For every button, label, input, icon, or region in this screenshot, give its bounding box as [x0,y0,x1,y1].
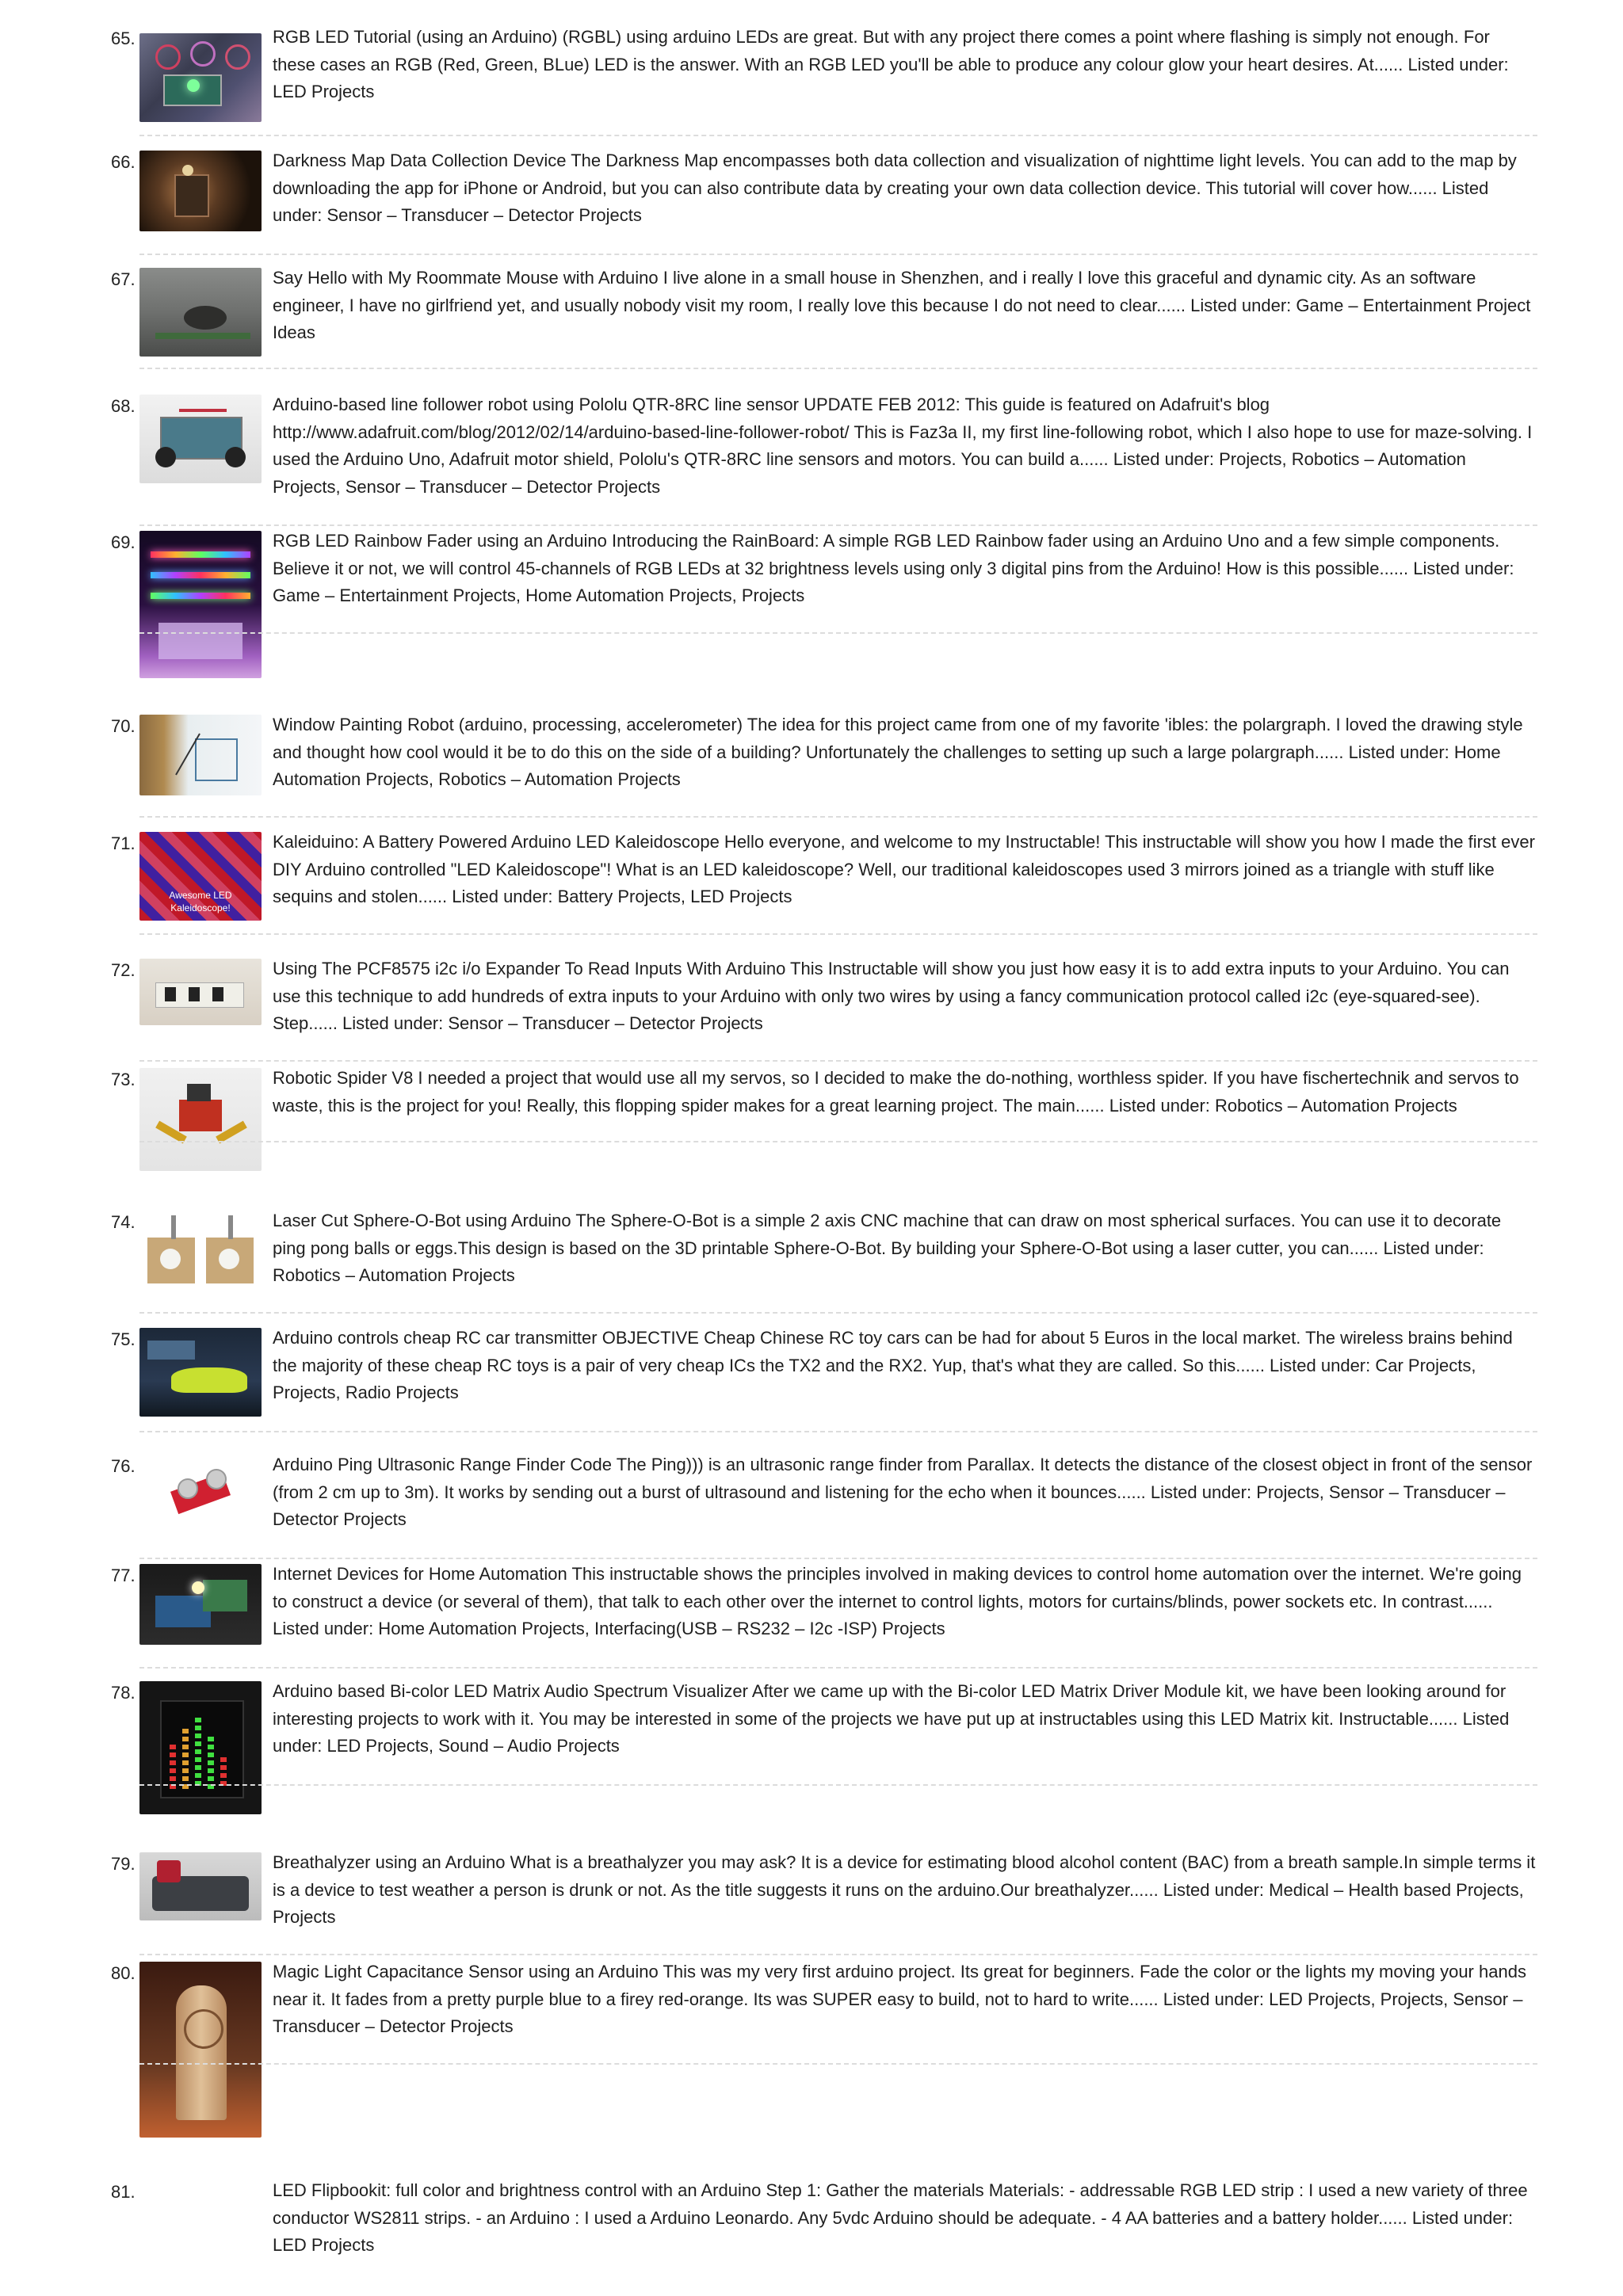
item-number: 79. [111,1854,136,1874]
window-painting-robot-thumbnail[interactable] [139,715,262,795]
item-description[interactable]: Window Painting Robot (arduino, processing, accelerometer) The idea for this project came from one of my favorite 'ibles: the polargraph. I loved the drawing style and thought how cool would it be to do this on the side of a building? Unfortunately the challenges to setting up such a large polargraph...... Listed under: Home Automation Projects, Robotics – Automation Projects [273,715,1523,789]
roommate-mouse-thumbnail[interactable] [139,268,262,357]
item-description[interactable]: Arduino-based line follower robot using Pololu QTR-8RC line sensor UPDATE FEB 2012: This guide is featured on Adafruit's blog http://www.adafruit.com/blog/2012/02/14/arduino-based-line-follower-robot/ This is Faz3a II, my first line-following robot, which I also hope to use for maze-solving. I used the Arduino Uno, Adafruit motor shield, Pololu's QTR-8RC line sensors and motors. You can build a...... Listed under: Projects, Robotics – Automation Projects, Sensor – Transducer – Detector Projects [273,395,1533,497]
item-number: 77. [111,1566,136,1585]
thumbnail-caption: Awesome LED Kaleidoscope! [169,890,232,913]
item-divider [139,1141,1537,1142]
line-follower-robot-thumbnail[interactable] [139,395,262,483]
ping-ultrasonic-thumbnail[interactable] [139,1455,262,1543]
item-description[interactable]: Say Hello with My Roommate Mouse with Arduino I live alone in a small house in Shenzhen, and i really I love this graceful and dynamic city. As an software engineer, I have no girlfriend yet, and usually nobody visit my room, I really love this because I do not need to clear...... Listed under: Game – Entertainment Project Ideas [273,268,1531,342]
item-description[interactable]: Arduino based Bi-color LED Matrix Audio Spectrum Visualizer After we came up with the Bi-color LED Matrix Driver Module kit, we have been looking around for interesting projects to work with it. You may be interested in some of the projects we have put up at instructables using this LED Matrix kit. Instructable...... Listed under: LED Projects, Sound – Audio Projects [273,1681,1510,1756]
item-divider [139,368,1537,369]
item-description[interactable]: Robotic Spider V8 I needed a project that would use all my servos, so I decided to make the do-nothing, worthless spider. If you have fischertechnik and servos to waste, this is the project for you! Really, this flopping spider makes for a great learning project. The main...... Listed under: Robotics – Automation Projects [273,1068,1519,1116]
sphere-o-bot-thumbnail[interactable] [139,1211,262,1293]
item-number: 78. [111,1683,136,1703]
internet-devices-thumbnail[interactable] [139,1564,262,1645]
item-divider [139,2063,1537,2065]
item-description[interactable]: RGB LED Rainbow Fader using an Arduino Introducing the RainBoard: A simple RGB LED Rainbow fader using an Arduino Uno and a few simple components. Believe it or not, we will control 45-channels of RGB LEDs at 32 brightness levels using only 3 digital pins from the Arduino! How is this possible...... Listed under: Game – Entertainment Projects, Home Automation Projects, Projects [273,531,1514,605]
capacitance-sensor-thumbnail[interactable] [139,1962,262,2138]
item-description[interactable]: Laser Cut Sphere-O-Bot using Arduino The Sphere-O-Bot is a simple 2 axis CNC machine that can draw on most spherical surfaces. You can use it to decorate ping pong balls or eggs.This design is based on the 3D printable Sphere-O-Bot. By building your Sphere-O-Bot using a laser cutter, you can...... Listed under: Robotics – Automation Projects [273,1211,1502,1285]
item-number: 68. [111,396,136,416]
item-number: 66. [111,152,136,172]
item-description[interactable]: Arduino Ping Ultrasonic Range Finder Code The Ping))) is an ultrasonic range finder from Parallax. It detects the distance of the closest object in front of the sensor (from 2 cm up to 3m). It works by sending out a burst of ultrasound and listening for the echo when it bounces...... Listed under: Projects, Sensor – Transducer – Detector Projects [273,1455,1533,1529]
item-number: 76. [111,1456,136,1476]
item-divider [139,254,1537,255]
item-description[interactable]: Using The PCF8575 i2c i/o Expander To Read Inputs With Arduino This Instructable will show you just how easy it is to add extra inputs to your Arduino. You can use this technique to add hundreds of extra inputs to your Arduino with only two wires by using a fancy communication protocol called i2c (eye-squared-see). Step...... Listed under: Sensor – Transducer – Detector Projects [273,959,1510,1033]
item-divider [139,1431,1537,1432]
kaleiduino-thumbnail[interactable] [139,832,262,921]
item-divider [139,1558,1537,1559]
item-number: 67. [111,269,136,289]
item-description[interactable]: Arduino controls cheap RC car transmitter OBJECTIVE Cheap Chinese RC toy cars can be had for about 5 Euros in the local market. The wireless brains behind the majority of these cheap RC toys is a pair of very cheap ICs the TX2 and the RX2. Yup, that's what they are called. So this...... Listed under: Car Projects, Projects, Radio Projects [273,1328,1513,1402]
rgb-rainbow-fader-thumbnail[interactable] [139,531,262,678]
item-number: 71. [111,833,136,853]
rgb-led-tutorial-thumbnail[interactable] [139,33,262,122]
breathalyzer-thumbnail[interactable] [139,1852,262,1920]
item-divider [139,933,1537,935]
item-divider [139,1954,1537,1955]
led-matrix-visualizer-thumbnail[interactable] [139,1681,262,1814]
item-number: 80. [111,1963,136,1983]
item-number: 75. [111,1329,136,1349]
item-number: 74. [111,1212,136,1232]
darkness-map-device-thumbnail[interactable] [139,151,262,231]
pcf8575-expander-thumbnail[interactable] [139,959,262,1025]
item-number: 72. [111,960,136,980]
item-description[interactable]: Internet Devices for Home Automation This instructable shows the principles involved in making devices to control home automation over the internet. We're going to construct a device (or several of them), that talk to each other over the internet to control lights, motors for curtains/blinds, power sockets etc. In contrast...... Listed under: Home Automation Projects, Interfacing(USB – RS232 – I2c -ISP) Projects [273,1564,1522,1638]
item-description[interactable]: Magic Light Capacitance Sensor using an Arduino This was my very first arduino project. Its great for beginners. Fade the color or the lights my moving your hands near it. It fades from a pretty purple blue to a firey red-orange. Its was SUPER easy to build, not to hard to write...... Listed under: LED Projects, Projects, Sensor – Transducer – Detector Projects [273,1962,1526,2036]
item-number: 65. [111,29,136,48]
item-number: 69. [111,532,136,552]
item-divider [139,1784,1537,1786]
item-description[interactable]: Breathalyzer using an Arduino What is a breathalyzer you may ask? It is a device for estimating blood alcohol content (BAC) from a breath sample.In simple terms it is a device to test weather a person is drunk or not. As the title suggests it runs on the arduino.Our breathalyzer...... Listed under: Medical – Health based Projects, Projects [273,1852,1536,1927]
item-description[interactable]: RGB LED Tutorial (using an Arduino) (RGBL) using arduino LEDs are great. But with any project there comes a point where flashing is simply not enough. For these cases an RGB (Red, Green, BLue) LED is the answer. With an RGB LED you'll be able to produce any colour glow your heart desires. At...... Listed under: LED Projects [273,27,1509,101]
item-description[interactable]: Kaleiduino: A Battery Powered Arduino LED Kaleidoscope Hello everyone, and welcome to my Instructable! This instructable will show you how I made the first ever DIY Arduino controlled "LED Kaleidoscope"! What is an LED kaleidoscope? Well, our traditional kaleidoscopes used 3 mirrors joined as a triangle with stuff like sequins and stolen...... Listed under: Battery Projects, LED Projects [273,832,1535,906]
item-number: 73. [111,1070,136,1089]
item-divider [139,1667,1537,1669]
item-description[interactable]: Darkness Map Data Collection Device The Darkness Map encompasses both data collection and visualization of nighttime light levels. You can add to the map by downloading the app for iPhone or Android, but you can also contribute data by creating your own data collection device. This tutorial will cover how...... Listed under: Sensor – Transducer – Detector Projects [273,151,1517,225]
item-divider [139,135,1537,136]
led-flipbookit-thumbnail[interactable] [139,2180,262,2260]
item-divider [139,816,1537,818]
item-number: 70. [111,716,136,736]
item-divider [139,1060,1537,1062]
item-description[interactable]: LED Flipbookit: full color and brightness control with an Arduino Step 1: Gather the materials Materials: - addressable RGB LED strip : I used a new variety of three conductor WS2811 strips. - an Arduino : I used a Arduino Leonardo. Any 5vdc Arduino should be adequate. - 4 AA batteries and a battery holder...... Listed under: LED Projects [273,2180,1528,2255]
rc-car-transmitter-thumbnail[interactable] [139,1328,262,1417]
item-divider [139,524,1537,526]
item-number: 81. [111,2182,136,2202]
robotic-spider-thumbnail[interactable] [139,1068,262,1171]
item-divider [139,632,1537,634]
item-divider [139,1312,1537,1314]
